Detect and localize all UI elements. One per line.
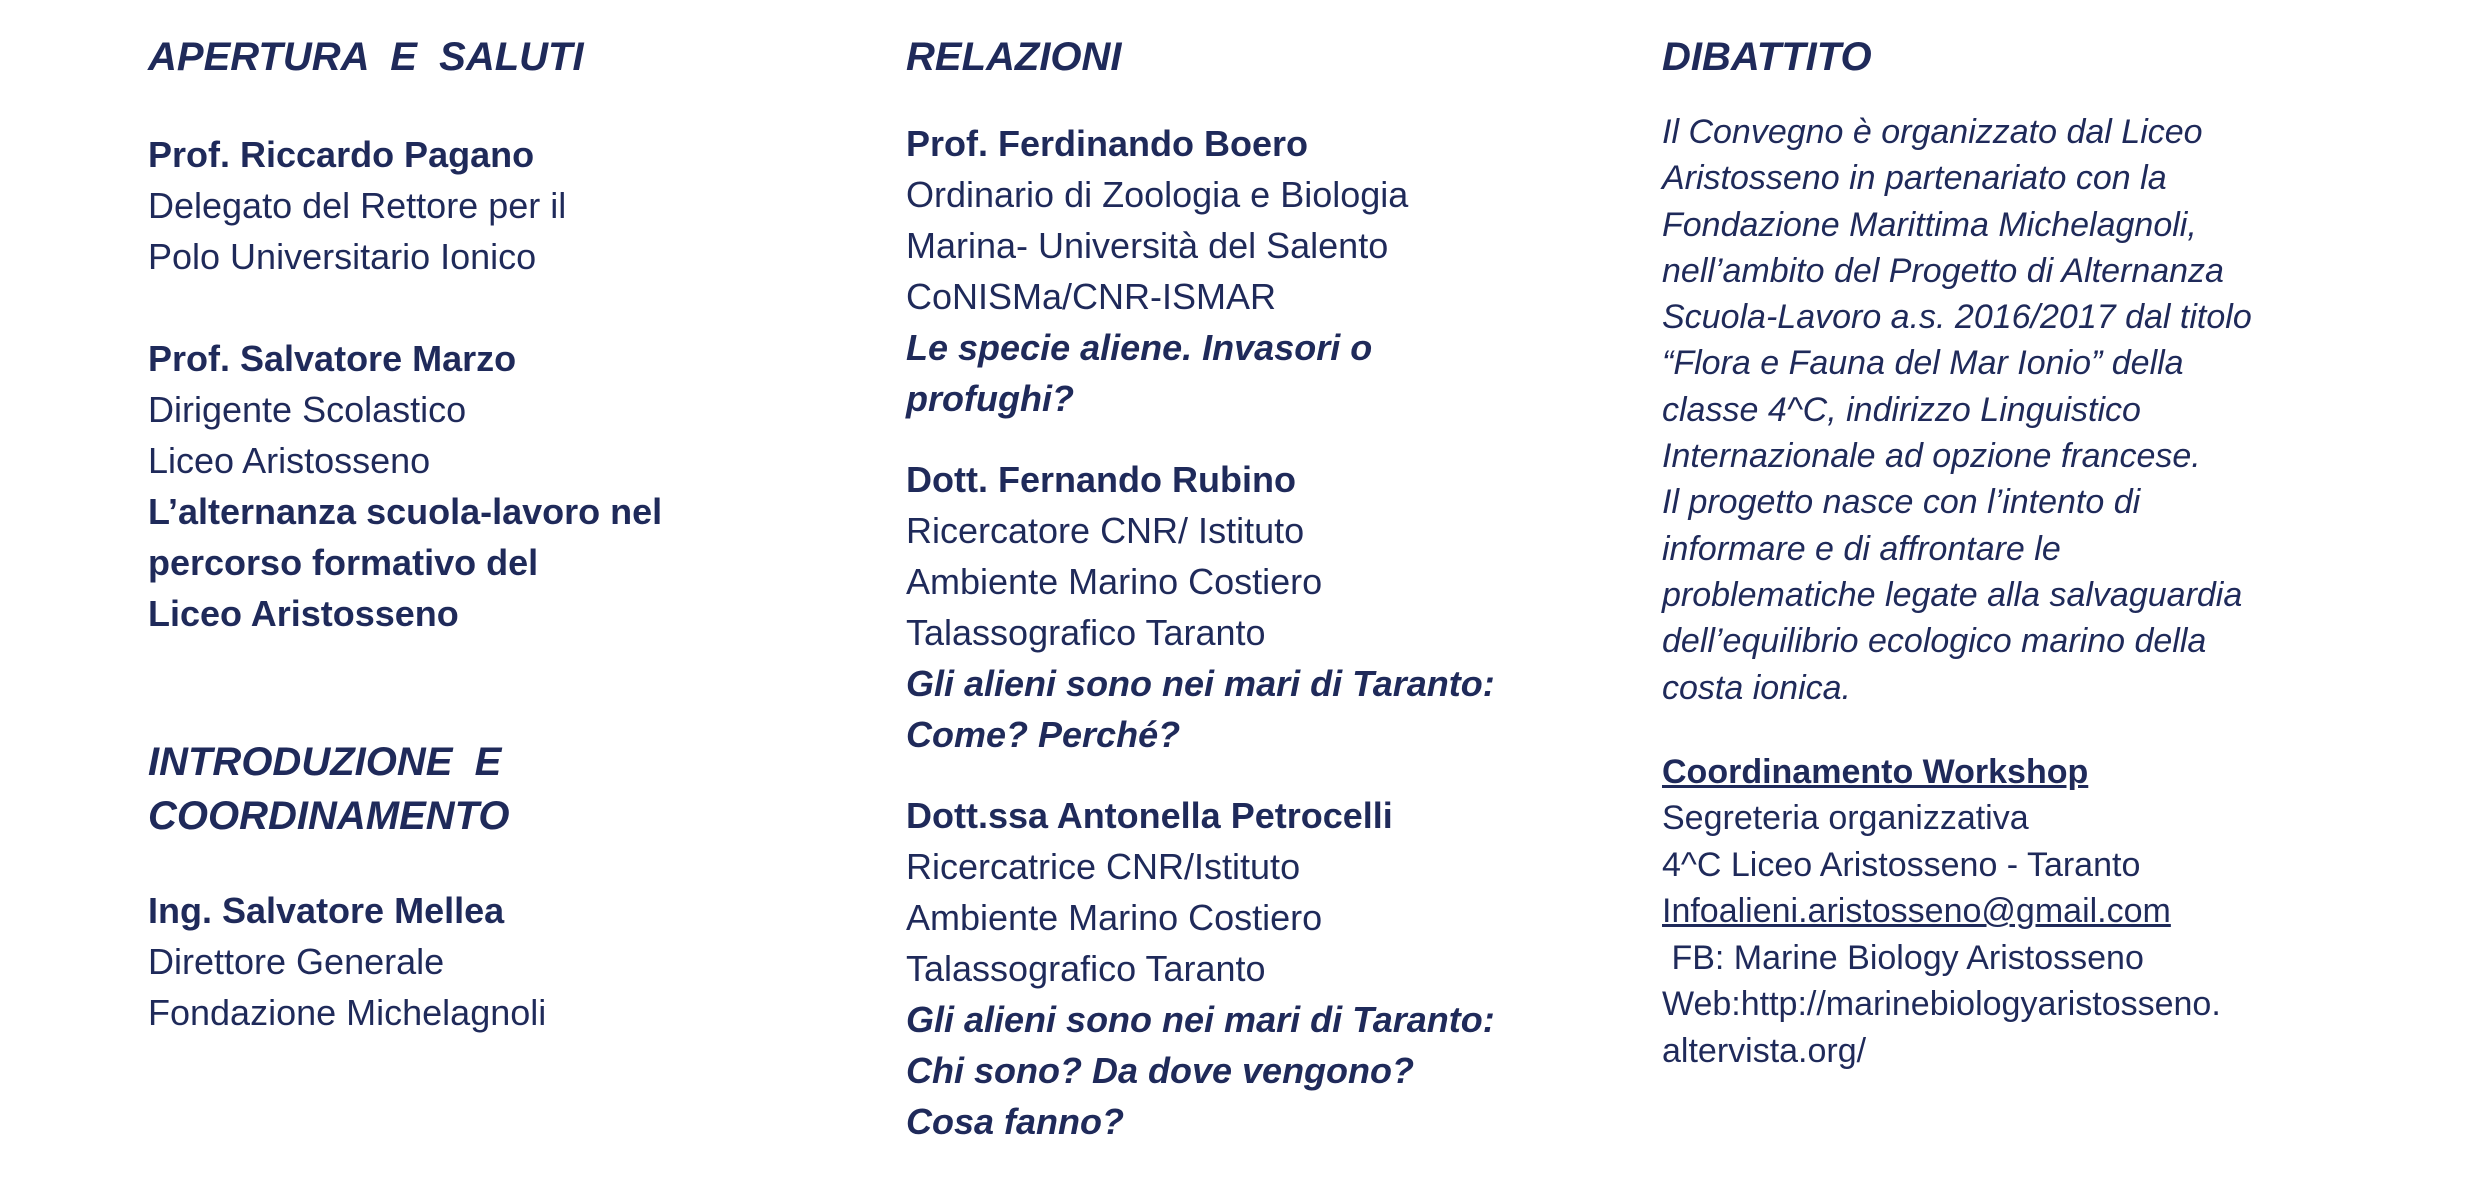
speaker-role-line: Liceo Aristosseno <box>148 440 431 481</box>
description-line: nell’ambito del Progetto di Alternanza <box>1662 251 2224 290</box>
description-line: Il Convegno è organizzato dal Liceo <box>1662 113 2203 151</box>
speaker-role-line: Talassografico Taranto <box>906 612 1266 653</box>
organizing-class: 4^C Liceo Aristosseno - Taranto <box>1662 845 2141 884</box>
description-line: Scuola-Lavoro a.s. 2016/2017 dal titolo <box>1662 298 2252 337</box>
talk-title-line: Le specie aliene. Invasori o <box>906 327 1373 368</box>
speaker-role-line: Talassografico Taranto <box>906 948 1266 989</box>
speaker-name: Dott. Fernando Rubino <box>906 459 1296 500</box>
speaker-name: Dott.ssa Antonella Petrocelli <box>906 795 1393 836</box>
description-line: Il progetto nasce con l’intento di <box>1662 483 2141 522</box>
description-line: “Flora e Fauna del Mar Ionio” della <box>1662 344 2184 383</box>
talk-title-line: Come? Perché? <box>906 714 1181 755</box>
description-line: costa ionica. <box>1662 668 1851 707</box>
speaker-block-marzo <box>148 333 848 639</box>
talk-title-line: Gli alieni sono nei mari di Taranto: <box>906 999 1495 1040</box>
talk-title-line: Cosa fanno? <box>906 1101 1125 1142</box>
speaker-block-petrocelli <box>906 790 1626 1147</box>
description-line: informare e di affrontare le <box>1662 529 2061 568</box>
speaker-name: Prof. Riccardo Pagano <box>148 134 535 175</box>
description-line: dell’equilibrio ecologico marino della <box>1662 622 2207 661</box>
speaker-role-line: CoNISMa/CNR-ISMAR <box>906 276 1277 317</box>
website-link-line[interactable]: Web:http://marinebiologyaristosseno. <box>1662 985 2221 1024</box>
speaker-role-line: Ambiente Marino Costiero <box>906 897 1323 938</box>
contact-email-link[interactable]: Infoalieni.aristosseno@gmail.com <box>1662 892 2171 931</box>
speaker-block-rubino <box>906 454 1626 760</box>
speaker-role-line: Dirigente Scolastico <box>148 389 467 430</box>
speaker-role-line: Ricercatrice CNR/Istituto <box>906 846 1301 887</box>
section-heading-line: INTRODUZIONE E <box>148 740 502 784</box>
talk-topic-line: Liceo Aristosseno <box>148 593 459 634</box>
speaker-role-line: Ricercatore CNR/ Istituto <box>906 510 1305 551</box>
speaker-role-line: Fondazione Michelagnoli <box>148 992 547 1033</box>
talk-title-line: Gli alieni sono nei mari di Taranto: <box>906 663 1495 704</box>
section-heading-debate: DIBATTITO <box>1662 35 1872 79</box>
section-heading-introduction <box>148 735 848 843</box>
talk-topic-line: percorso formativo del <box>148 542 539 583</box>
speaker-role-line: Delegato del Rettore per il <box>148 185 567 226</box>
speaker-role-line: Ordinario di Zoologia e Biologia <box>906 174 1409 215</box>
speaker-name: Ing. Salvatore Mellea <box>148 890 505 931</box>
coordination-info <box>1662 749 2422 1075</box>
speaker-name: Prof. Ferdinando Boero <box>906 123 1309 164</box>
speaker-block-boero <box>906 118 1626 424</box>
description-line: problematiche legate alla salvaguardia <box>1662 575 2243 614</box>
organizing-secretariat: Segreteria organizzativa <box>1662 799 2029 838</box>
section-heading-line: COORDINAMENTO <box>148 794 510 838</box>
description-line: classe 4^C, indirizzo Linguistico <box>1662 390 2141 429</box>
description-line: Internazionale ad opzione francese. <box>1662 437 2201 476</box>
section-heading-opening: APERTURA E SALUTI <box>148 35 584 79</box>
speaker-block-pagano <box>148 129 848 282</box>
speaker-role-line: Ambiente Marino Costiero <box>906 561 1323 602</box>
talks-column <box>906 30 1626 1147</box>
speaker-role-line: Direttore Generale <box>148 941 445 982</box>
speaker-role-line: Polo Universitario Ionico <box>148 236 537 277</box>
speaker-role-line: Marina- Università del Salento <box>906 225 1389 266</box>
facebook-page: FB: Marine Biology Aristosseno <box>1662 938 2144 977</box>
event-description <box>1662 109 2422 711</box>
speaker-block-mellea <box>148 885 848 1038</box>
coordination-title: Coordinamento Workshop <box>1662 752 2089 791</box>
talk-topic-line: L’alternanza scuola-lavoro nel <box>148 491 663 532</box>
section-heading-talks: RELAZIONI <box>906 35 1122 79</box>
opening-column <box>148 30 848 1038</box>
website-link-line[interactable]: altervista.org/ <box>1662 1031 1867 1070</box>
debate-column <box>1662 30 2422 1074</box>
talk-title-line: profughi? <box>906 378 1074 419</box>
description-line: Aristosseno in partenariato con la <box>1662 159 2167 198</box>
speaker-name: Prof. Salvatore Marzo <box>148 338 517 379</box>
description-line: Fondazione Marittima Michelagnoli, <box>1662 205 2197 244</box>
talk-title-line: Chi sono? Da dove vengono? <box>906 1050 1415 1091</box>
